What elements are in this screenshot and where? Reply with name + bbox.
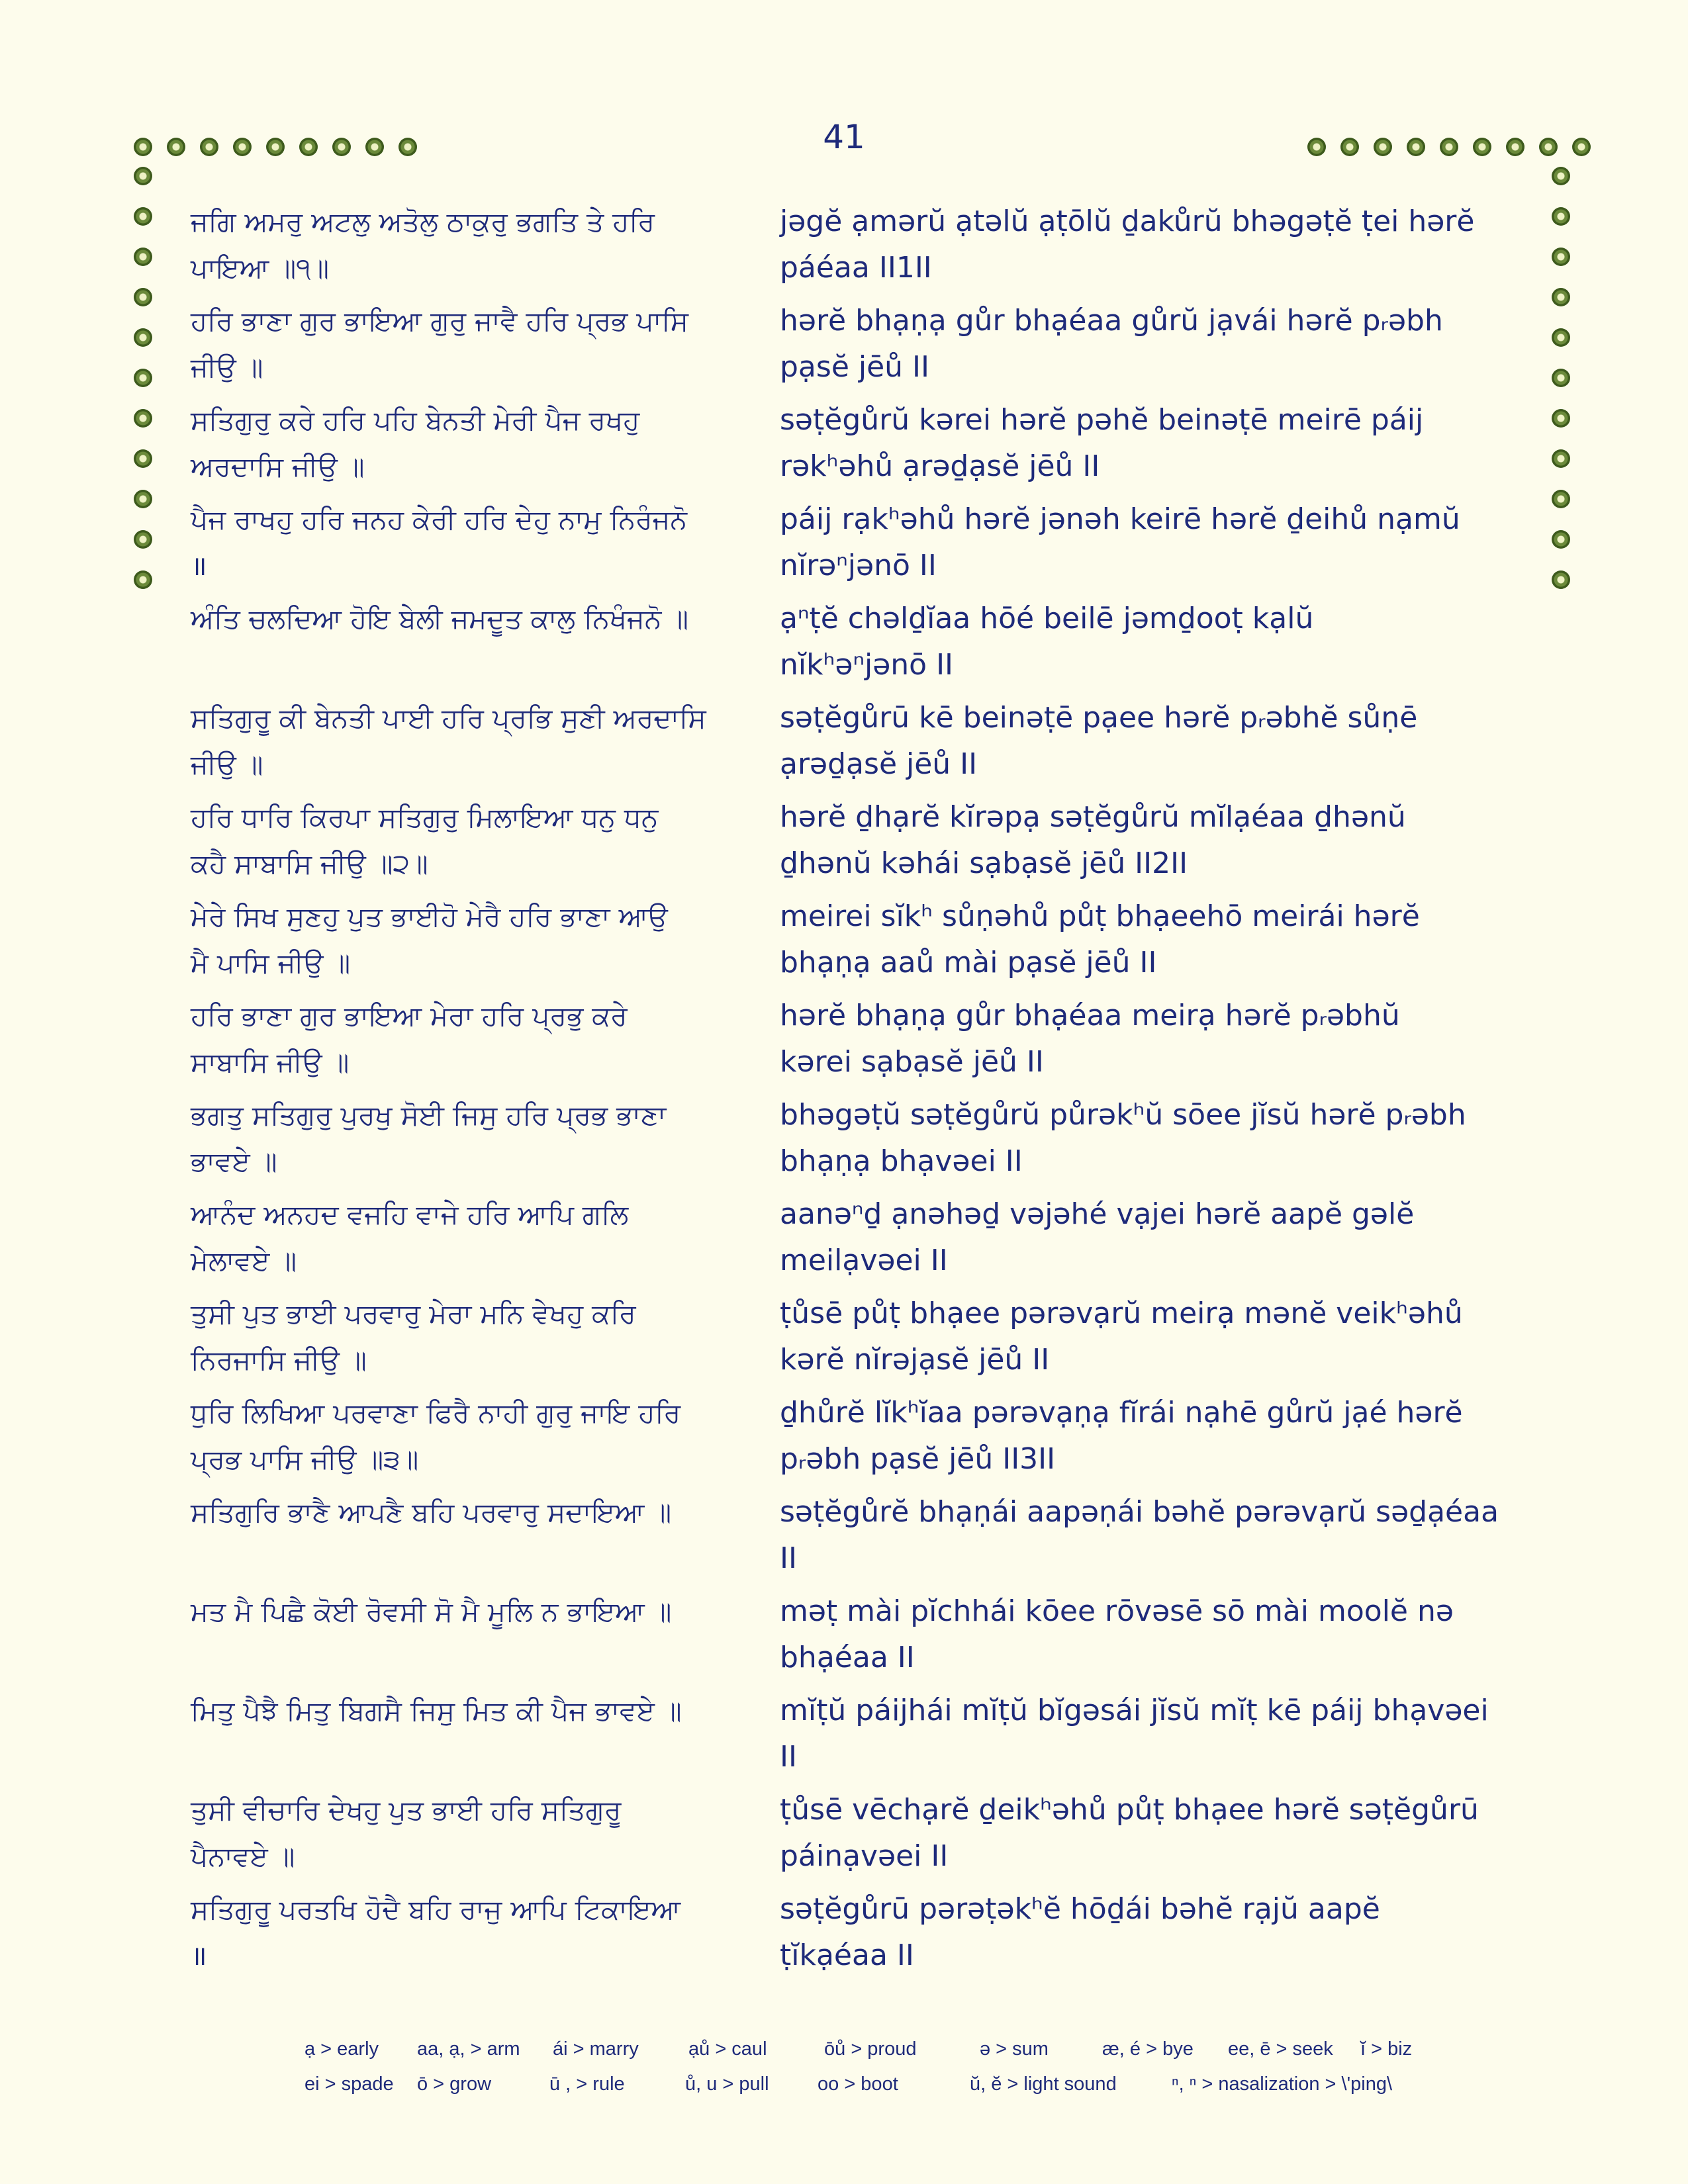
flower-ornament-icon [332, 138, 351, 156]
ornament-top-left [134, 138, 417, 156]
verse-row [191, 496, 1515, 589]
gurmukhi-text: ਤੁਸੀ ਵੀਚਾਰਿ ਦੇਖਹੁ ਪੁਤ ਭਾਈ ਹਰਿ ਸਤਿਗੁਰੂ ਪੈਨਾਵਏ ॥ [191, 1794, 622, 1872]
flower-ornament-icon [365, 138, 384, 156]
gurmukhi-text: ਆਨੰਦ ਅਨਹਦ ਵਜਹਿ ਵਾਜੇ ਹਰਿ ਆਪਿ ਗਲਿ ਮੇਲਾਵਏ ॥ [191, 1199, 629, 1277]
legend-item: oo > boot [818, 2073, 898, 2095]
legend-item: ə > sum [980, 2038, 1049, 2060]
gurmukhi-text: ਜਗਿ ਅਮਰੁ ਅਟਲੁ ਅਤੋਲੁ ਠਾਕੁਰੁ ਭਗਤਿ ਤੇ ਹਰਿ ਪਾਇਆ ॥੧॥ [191, 206, 655, 284]
verse-row [191, 893, 1515, 986]
verse-row [191, 1588, 1515, 1681]
verse-row [191, 1787, 1515, 1880]
flower-ornament-icon [1506, 138, 1524, 156]
legend-item: ái > marry [553, 2038, 639, 2060]
flower-ornament-icon [399, 138, 417, 156]
flower-ornament-icon [1552, 288, 1570, 306]
verse-row [191, 993, 1515, 1085]
verse-row [191, 397, 1515, 490]
verse-row [191, 298, 1515, 390]
legend-row [305, 2073, 1496, 2095]
gurmukhi-text: ਹਰਿ ਭਾਣਾ ਗੁਰ ਭਾਇਆ ਗੁਰੁ ਜਾਵੈ ਹਰਿ ਪ੍ਰਭ ਪਾਸਿ ਜੀਉ ॥ [191, 305, 688, 383]
transliteration-text: hərĕ bhạṇạ gůr bhạéaa gůrŭ jạvái hərĕ pᵣəbh pạsĕ jēů II [780, 304, 1443, 384]
transliteration-text: meirei sĭkʰ sůṇəhů půṭ bhạeehō meirái hərĕ bhạṇạ aaů mài pạsĕ jēů II [780, 899, 1420, 979]
transliteration-text: bhəgəṭŭ səṭĕgůrŭ půrəkʰŭ sōee jĭsŭ hərĕ pᵣəbh bhạṇạ bhạvəei II [780, 1098, 1466, 1178]
flower-ornament-icon [134, 328, 152, 347]
flower-ornament-icon [1307, 138, 1326, 156]
verse-row [191, 1489, 1515, 1582]
flower-ornament-icon [134, 409, 152, 428]
verse-row [191, 794, 1515, 887]
flower-ornament-icon [1552, 207, 1570, 226]
transliteration-text: səṭĕgůrū kē beinəṭē pạee hərĕ pᵣəbhĕ sůṇē ạrəḏạsĕ jēů II [780, 701, 1418, 781]
page-number: 41 [823, 118, 865, 156]
legend-item: ĭ > biz [1360, 2038, 1413, 2060]
flower-ornament-icon [134, 570, 152, 589]
legend-row [305, 2038, 1496, 2060]
flower-ornament-icon [1552, 248, 1570, 266]
ornament-right-column [1552, 167, 1570, 589]
legend-item: æ, é > bye [1102, 2038, 1194, 2060]
flower-ornament-icon [1572, 138, 1591, 156]
legend-item: ⁿ, ⁿ > nasalization > \'ping\ [1172, 2073, 1393, 2095]
verse-row [191, 695, 1515, 788]
flower-ornament-icon [1552, 449, 1570, 468]
flower-ornament-icon [167, 138, 185, 156]
flower-ornament-icon [1407, 138, 1425, 156]
flower-ornament-icon [1552, 369, 1570, 387]
transliteration-text: səṭĕgůrū pərəṭəkʰĕ hōḏái bəhĕ rạjŭ aapĕ ṭĭkạéaa II [780, 1892, 1380, 1972]
transliteration-text: ṭůsē půṭ bhạee pərəvạrŭ meirạ mənĕ veikʰəhů kərĕ nĭrəjạsĕ jēů II [780, 1297, 1463, 1377]
verse-row [191, 596, 1515, 688]
verse-table [191, 199, 1515, 1985]
flower-ornament-icon [134, 207, 152, 226]
legend-item: ōů > proud [824, 2038, 917, 2060]
transliteration-text: hərĕ ḏhạrĕ kĭrəpạ səṭĕgůrŭ mĭlạéaa ḏhənŭ ḏhənŭ kəhái sạbạsĕ jēů II2II [780, 800, 1406, 880]
flower-ornament-icon [200, 138, 218, 156]
transliteration-text: məṭ mài pĭchhái kōee rōvəsē sō mài moolĕ nə bhạéaa II [780, 1594, 1454, 1674]
transliteration-text: səṭĕgůrĕ bhạṇái aapəṇái bəhĕ pərəvạrŭ səḏạéaa II [780, 1495, 1499, 1575]
verse-row [191, 1092, 1515, 1185]
transliteration-text: mĭṭŭ páijhái mĭṭŭ bĭgəsái jĭsŭ mĭṭ kē páij bhạvəei II [780, 1694, 1489, 1774]
flower-ornament-icon [1552, 570, 1570, 589]
ornament-left-column [134, 167, 152, 589]
verse-row [191, 1291, 1515, 1383]
transliteration-text: hərĕ bhạṇạ gůr bhạéaa meirạ hərĕ pᵣəbhŭ kərei sạbạsĕ jēů II [780, 999, 1400, 1079]
transliteration-text: ạⁿṭĕ chəlḏĭaa hōé beilē jəmḏooṭ kạlŭ nĭkʰəⁿjənō II [780, 602, 1314, 682]
transliteration-text: səṭĕgůrŭ kərei hərĕ pəhĕ beinəṭē meirē páij rəkʰəhů ạrəḏạsĕ jēů II [780, 403, 1424, 483]
flower-ornament-icon [233, 138, 252, 156]
flower-ornament-icon [1552, 530, 1570, 549]
verse-row [191, 1688, 1515, 1780]
transliteration-text: páij rạkʰəhů hərĕ jənəh keirē hərĕ ḏeihů nạmŭ nĭrəⁿjənō II [780, 502, 1460, 582]
gurmukhi-text: ਮੇਰੇ ਸਿਖ ਸੁਣਹੁ ਪੁਤ ਭਾਈਹੋ ਮੇਰੈ ਹਰਿ ਭਾਣਾ ਆਉ ਮੈ ਪਾਸਿ ਜੀਉ ॥ [191, 901, 668, 979]
flower-ornament-icon [134, 490, 152, 508]
pronunciation-legend [305, 2038, 1496, 2109]
flower-ornament-icon [134, 530, 152, 549]
verse-row [191, 1191, 1515, 1284]
transliteration-text: ṭůsē vēchạrĕ ḏeikʰəhů půṭ bhạee hərĕ səṭĕgůrū páinạvəei II [780, 1793, 1479, 1873]
legend-item: aa, ạ, > arm [417, 2038, 520, 2060]
flower-ornament-icon [1552, 409, 1570, 428]
flower-ornament-icon [134, 248, 152, 266]
flower-ornament-icon [299, 138, 318, 156]
flower-ornament-icon [1374, 138, 1392, 156]
gurmukhi-text: ਪੈਜ ਰਾਖਹੁ ਹਰਿ ਜਨਹ ਕੇਰੀ ਹਰਿ ਦੇਹੁ ਨਾਮੁ ਨਿਰੰਜਨੋ ॥ [191, 504, 687, 582]
legend-item: ů, u > pull [685, 2073, 769, 2095]
gurmukhi-text: ਮਿਤੁ ਪੈਝੈ ਮਿਤੁ ਬਿਗਸੈ ਜਿਸੁ ਮਿਤ ਕੀ ਪੈਜ ਭਾਵਏ ॥ [191, 1695, 682, 1727]
gurmukhi-text: ਭਗਤੁ ਸਤਿਗੁਰੁ ਪੁਰਖੁ ਸੋਈ ਜਿਸੁ ਹਰਿ ਪ੍ਰਭ ਭਾਣਾ ਭਾਵਏ ॥ [191, 1099, 667, 1177]
legend-item: ạů > caul [688, 2038, 767, 2060]
gurmukhi-text: ਸਤਿਗੁਰੂ ਕੀ ਬੇਨਤੀ ਪਾਈ ਹਰਿ ਪ੍ਰਭਿ ਸੁਣੀ ਅਰਦਾਸਿ ਜੀਉ ॥ [191, 702, 706, 780]
flower-ornament-icon [134, 138, 152, 156]
gurmukhi-text: ਮਤ ਮੈ ਪਿਛੈ ਕੋਈ ਰੋਵਸੀ ਸੋ ਮੈ ਮੂਲਿ ਨ ਭਾਇਆ ॥ [191, 1596, 672, 1627]
ornament-top-right [1307, 138, 1591, 156]
flower-ornament-icon [1552, 167, 1570, 185]
verse-row [191, 199, 1515, 291]
flower-ornament-icon [134, 369, 152, 387]
flower-ornament-icon [1440, 138, 1458, 156]
flower-ornament-icon [134, 288, 152, 306]
legend-item: ŭ, ĕ > light sound [970, 2073, 1117, 2095]
transliteration-text: jəgĕ ạmərŭ ạtəlŭ ạṭōlŭ ḏakůrŭ bhəgəṭĕ ṭei hərĕ páéaa II1II [780, 205, 1475, 285]
gurmukhi-text: ਅੰਤਿ ਚਲਦਿਆ ਹੋਇ ਬੇਲੀ ਜਮਦੂਤ ਕਾਲੁ ਨਿਖੰਜਨੋ ॥ [191, 603, 689, 635]
verse-row [191, 1886, 1515, 1979]
gurmukhi-text: ਤੁਸੀ ਪੁਤ ਭਾਈ ਪਰਵਾਰੁ ਮੇਰਾ ਮਨਿ ਵੇਖਹੁ ਕਰਿ ਨਿਰਜਾਸਿ ਜੀਉ ॥ [191, 1298, 636, 1376]
legend-item: ee, ē > seek [1228, 2038, 1333, 2060]
flower-ornament-icon [1552, 328, 1570, 347]
gurmukhi-text: ਧੁਰਿ ਲਿਖਿਆ ਪਰਵਾਣਾ ਫਿਰੈ ਨਾਹੀ ਗੁਰੁ ਜਾਇ ਹਰਿ ਪ੍ਰਭ ਪਾਸਿ ਜੀਉ ॥੩॥ [191, 1397, 681, 1475]
legend-item: ạ > early [305, 2038, 379, 2060]
gurmukhi-text: ਹਰਿ ਭਾਣਾ ਗੁਰ ਭਾਇਆ ਮੇਰਾ ਹਰਿ ਪ੍ਰਭੁ ਕਰੇ ਸਾਬਾਸਿ ਜੀਉ ॥ [191, 1000, 628, 1078]
flower-ornament-icon [1473, 138, 1491, 156]
transliteration-text: aanəⁿḏ ạnəhəḏ vəjəhé vạjei hərĕ aapĕ gəlĕ meilạvəei II [780, 1197, 1415, 1277]
transliteration-text: ḏhůrĕ lĭkʰĭaa pərəvạṇạ fĭrái nạhē gůrŭ jạé hərĕ pᵣəbh pạsĕ jēů II3II [780, 1396, 1463, 1476]
legend-item: ō > grow [417, 2073, 492, 2095]
flower-ornament-icon [1539, 138, 1558, 156]
gurmukhi-text: ਹਰਿ ਧਾਰਿ ਕਿਰਪਾ ਸਤਿਗੁਰੁ ਮਿਲਾਇਆ ਧਨੁ ਧਨੁ ਕਹੈ ਸਾਬਾਸਿ ਜੀਉ ॥੨॥ [191, 801, 659, 880]
flower-ornament-icon [1552, 490, 1570, 508]
flower-ornament-icon [266, 138, 285, 156]
gurmukhi-text: ਸਤਿਗੁਰੂ ਪਰਤਖਿ ਹੋਦੈ ਬਹਿ ਰਾਜੁ ਆਪਿ ਟਿਕਾਇਆ ॥ [191, 1893, 681, 1972]
flower-ornament-icon [1340, 138, 1359, 156]
verse-row [191, 1390, 1515, 1482]
legend-item: ū , > rule [549, 2073, 625, 2095]
flower-ornament-icon [134, 167, 152, 185]
gurmukhi-text: ਸਤਿਗੁਰੁ ਕਰੇ ਹਰਿ ਪਹਿ ਬੇਨਤੀ ਮੇਰੀ ਪੈਜ ਰਖਹੁ ਅਰਦਾਸਿ ਜੀਉ ॥ [191, 404, 640, 482]
gurmukhi-text: ਸਤਿਗੁਰਿ ਭਾਣੈ ਆਪਣੈ ਬਹਿ ਪਰਵਾਰੁ ਸਦਾਇਆ ॥ [191, 1496, 672, 1528]
legend-item: ei > spade [305, 2073, 394, 2095]
flower-ornament-icon [134, 449, 152, 468]
